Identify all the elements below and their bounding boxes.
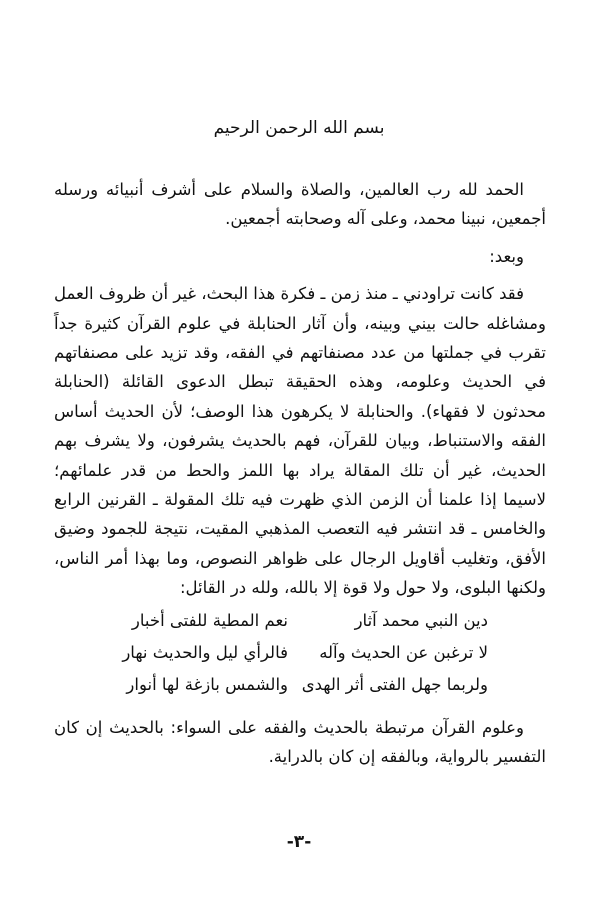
opening-paragraph: الحمد لله رب العالمين، والصلاة والسلام على أشرف أنبيائه ورسله أجمعين، نبينا محمد، وعلى آله وصحابته أجمعين. xyxy=(54,180,546,229)
wabad-line: وبعد: xyxy=(489,246,524,266)
poem-hemistich-first: دين النبي محمد آثار xyxy=(354,610,488,630)
poem-block xyxy=(54,605,546,701)
poem-verse xyxy=(54,637,546,669)
main-paragraph: فقد كانت تراودني ـ منذ زمن ـ فكرة هذا البحث، غير أن ظروف العمل ومشاغله حالت بيني وبينه، وأن آثار الحنابلة في علوم القرآن كثيرة جداً تقرب في جملتها من عدد مصنفاتهم في الفقه، وقد تزيد على مصنفاتهم في الحديث وعلومه، وهذه الحقيقة تبطل الدعوى القائلة (الحنابلة محدثون لا فقهاء). والحنابلة لا يكرهون هذا الوصف؛ لأن الحديث أساس الفقه والاستنباط، وبيان للقرآن، فهم بالحديث يشرفون، ولا يشرف بهم الحديث، غير أن تلك المقالة يراد بها اللمز والحط من قدر علمائهم؛ لاسيما إذا علمنا أن الزمن الذي ظهرت فيه تلك المقولة ـ القرنين الرابع والخامس ـ قد انتشر فيه التعصب المذهبي المقيت، نتيجة للجمود وضيق الأفق، وتغليب أقاويل الرجال على ظواهر النصوص، وما بهذا أمر الناس، ولكنها البلوى، ولا حول ولا قوة إلا بالله، ولله در القائل: xyxy=(53,284,546,598)
poem-hemistich-first: ولربما جهل الفتى أثر الهدى xyxy=(301,674,488,694)
body-text xyxy=(54,175,546,772)
poem-hemistich-second: نعم المطية للفتى أخبار xyxy=(131,610,288,630)
basmala-heading: بسم الله الرحمن الرحيم xyxy=(213,118,385,138)
poem-hemistich-second: والشمس بازغة لها أنوار xyxy=(126,674,288,694)
poem-verse xyxy=(54,669,546,701)
poem-verse xyxy=(54,605,546,637)
poem-hemistich-first: لا ترغبن عن الحديث وآله xyxy=(319,642,488,662)
closing-paragraph: وعلوم القرآن مرتبطة بالحديث والفقه على السواء: بالحديث إن كان التفسير بالرواية، وبالفقه إن كان بالدراية. xyxy=(54,717,546,767)
poem-hemistich-second: فالرأي ليل والحديث نهار xyxy=(122,642,288,662)
page-number: -٣- xyxy=(286,832,312,852)
